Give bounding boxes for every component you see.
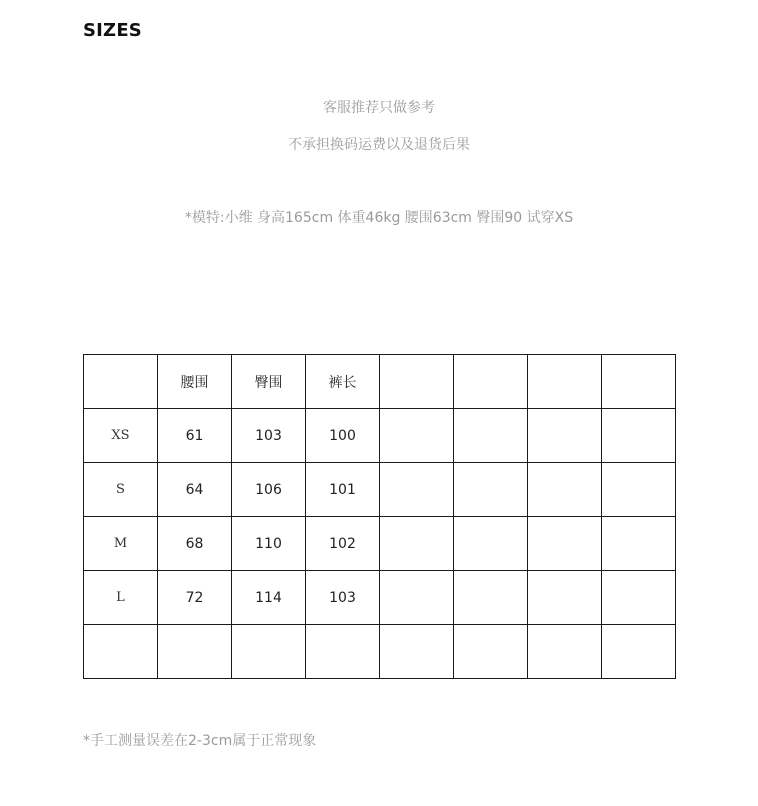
- table-cell: [602, 463, 676, 517]
- page-title: SIZES: [83, 20, 142, 41]
- table-row: [84, 463, 676, 517]
- measurement-disclaimer: *手工测量误差在2-3cm属于正常现象: [83, 733, 317, 749]
- table-cell: [602, 625, 676, 679]
- table-cell: [528, 625, 602, 679]
- table-row: [84, 625, 676, 679]
- table-cell: 61: [158, 409, 232, 463]
- table-row: [84, 571, 676, 625]
- table-cell: [528, 571, 602, 625]
- table-cell: 68: [158, 517, 232, 571]
- header-cell: [602, 355, 676, 409]
- table-cell: [602, 517, 676, 571]
- header-cell-waist: 腰围: [158, 355, 232, 409]
- size-label-cell: L: [84, 571, 158, 625]
- recommendation-note: 客服推荐只做参考: [323, 100, 435, 116]
- header-cell: [380, 355, 454, 409]
- header-cell: [454, 355, 528, 409]
- return-policy-note: 不承担换码运费以及退货后果: [288, 137, 470, 153]
- table-cell: [380, 463, 454, 517]
- table-cell: [602, 571, 676, 625]
- table-cell: 101: [306, 463, 380, 517]
- header-cell: [84, 355, 158, 409]
- size-label-cell: XS: [84, 409, 158, 463]
- table-cell: [232, 625, 306, 679]
- table-cell: 72: [158, 571, 232, 625]
- table-cell: [158, 625, 232, 679]
- table-cell: [602, 409, 676, 463]
- table-row: [84, 517, 676, 571]
- table-cell: 102: [306, 517, 380, 571]
- size-label-cell: S: [84, 463, 158, 517]
- table-cell: 114: [232, 571, 306, 625]
- size-table: [83, 354, 676, 679]
- table-cell: [380, 409, 454, 463]
- table-cell: [380, 571, 454, 625]
- table-cell: [380, 625, 454, 679]
- table-cell: 64: [158, 463, 232, 517]
- table-cell: [528, 517, 602, 571]
- table-cell: [528, 463, 602, 517]
- table-cell: 103: [232, 409, 306, 463]
- table-cell: [454, 571, 528, 625]
- table-cell: [454, 409, 528, 463]
- header-cell-hip: 臀围: [232, 355, 306, 409]
- table-cell: [454, 625, 528, 679]
- model-info-note: *模特:小维 身高165cm 体重46kg 腰围63cm 臀围90 试穿XS: [184, 210, 574, 226]
- table-cell: [306, 625, 380, 679]
- size-label-cell: M: [84, 517, 158, 571]
- table-row: [84, 409, 676, 463]
- table-cell: 106: [232, 463, 306, 517]
- size-label-cell: [84, 625, 158, 679]
- table-cell: [454, 463, 528, 517]
- header-cell: [528, 355, 602, 409]
- header-cell-length: 裤长: [306, 355, 380, 409]
- table-cell: [454, 517, 528, 571]
- table-header-row: [84, 355, 676, 409]
- table-cell: 100: [306, 409, 380, 463]
- table-cell: 110: [232, 517, 306, 571]
- table-cell: [380, 517, 454, 571]
- table-cell: 103: [306, 571, 380, 625]
- table-cell: [528, 409, 602, 463]
